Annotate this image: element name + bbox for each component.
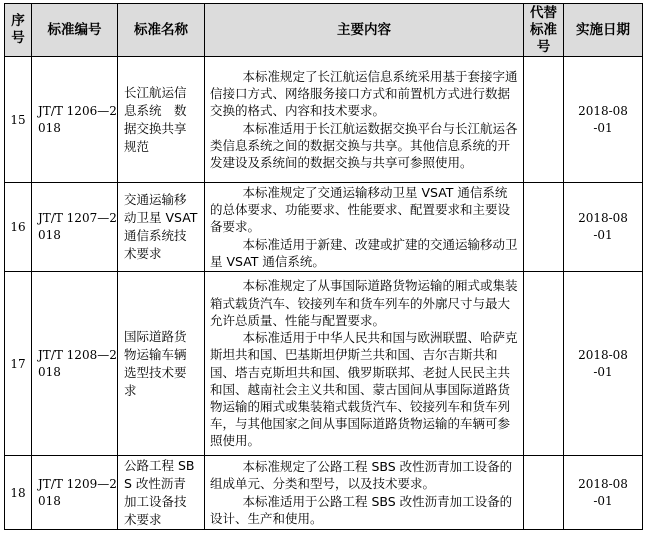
row-date: 2018-08-01 <box>564 456 643 530</box>
header-content: 主要内容 <box>205 4 524 57</box>
row-replaced <box>524 456 564 530</box>
content-paragraph: 本标准规定了交通运输移动卫星 VSAT 通信系统的总体要求、功能要求、性能要求、配置要求和主要设备要求。 <box>210 184 511 235</box>
row-replaced <box>524 183 564 272</box>
table-row <box>5 183 643 272</box>
table-row <box>5 272 643 456</box>
row-code: JT/T 1206—2018 <box>32 57 118 183</box>
row-date: 2018-08-01 <box>564 272 643 456</box>
content-paragraph: 本标准规定了长江航运信息系统采用基于套接字通信接口方式、网络服务接口方式和前置机方式进行数据交换的格式、内容和技术要求。 <box>210 68 518 119</box>
content-paragraph: 本标准适用于长江航运数据交换平台与长江航运各类信息系统之间的数据交换与共享。其他信息系统的开发建设及系统间的数据交换与共享可参照使用。 <box>210 120 518 170</box>
table-row <box>5 456 643 530</box>
row-name: 交通运输移动卫星 VSAT 通信系统技术要求 <box>118 183 205 272</box>
row-date: 2018-08-01 <box>564 183 643 272</box>
content-paragraph: 本标准适用于中华人民共和国与欧洲联盟、哈萨克斯坦共和国、巴基斯坦伊斯兰共和国、吉尔吉斯共和国、塔吉克斯坦共和国、俄罗斯联邦、老挝人民民主共和国、越南社会主义共和国、蒙古国间从事国际道路货物运输的厢式或集装箱式载货汽车、铰接列车和货车列车，与其他国家之间从事国际道路货物运输的车辆可参照使用。 <box>210 330 518 449</box>
row-content <box>205 456 524 530</box>
content-paragraph: 本标准适用于公路工程 SBS 改性沥青加工设备的设计、生产和使用。 <box>210 493 513 526</box>
row-name: 长江航运信息系统 数据交换共享规范 <box>118 57 205 183</box>
row-name: 国际道路货物运输车辆选型技术要求 <box>118 272 205 456</box>
content-paragraph: 本标准规定了从事国际道路货物运输的厢式或集装箱式载货汽车、铰接列车和货车列车的外廓尺寸与最大允许总质量、性能与配置要求。 <box>210 278 518 328</box>
header-code: 标准编号 <box>32 4 118 57</box>
row-name: 公路工程 SBS 改性沥青加工设备技术要求 <box>118 456 205 530</box>
row-code: JT/T 1209—2018 <box>32 456 118 530</box>
row-content <box>205 272 524 456</box>
content-paragraph: 本标准适用于新建、改建或扩建的交通运输移动卫星 VSAT 通信系统。 <box>210 236 518 269</box>
row-date: 2018-08-01 <box>564 57 643 183</box>
row-no: 17 <box>5 272 32 456</box>
row-content <box>205 57 524 183</box>
header-replaced: 代替标准号 <box>524 4 564 57</box>
standards-table <box>4 3 643 530</box>
row-no: 18 <box>5 456 32 530</box>
header-date: 实施日期 <box>564 4 643 57</box>
header-name: 标准名称 <box>118 4 205 57</box>
content-paragraph: 本标准规定了公路工程 SBS 改性沥青加工设备的组成单元、分类和型号，以及技术要求。 <box>210 459 513 492</box>
row-code: JT/T 1208—2018 <box>32 272 118 456</box>
row-no: 15 <box>5 57 32 183</box>
row-replaced <box>524 272 564 456</box>
row-replaced <box>524 57 564 183</box>
row-content <box>205 183 524 272</box>
row-no: 16 <box>5 183 32 272</box>
table-row <box>5 57 643 183</box>
header-no: 序号 <box>5 4 32 57</box>
row-code: JT/T 1207—2018 <box>32 183 118 272</box>
header-row <box>5 4 643 57</box>
